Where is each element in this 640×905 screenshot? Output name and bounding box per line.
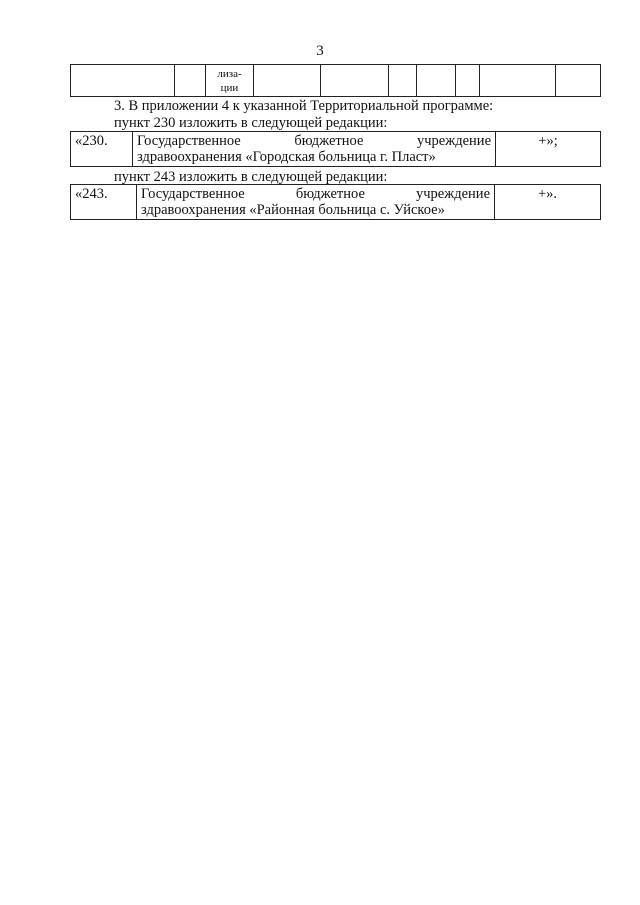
paragraph-item-230: пункт 230 изложить в следующей редакции: (114, 115, 388, 131)
table-cell (254, 65, 321, 97)
table-cell (456, 65, 480, 97)
table-item-230 (70, 131, 601, 167)
name-line-2: здравоохранения «Городская больница г. Пласт» (137, 149, 436, 165)
name-word: Государственное (137, 133, 241, 149)
name-word: бюджетное (295, 186, 365, 202)
participation-mark: +». (495, 185, 601, 220)
page-number: 3 (316, 43, 324, 59)
paragraph-item-243: пункт 243 изложить в следующей редакции: (114, 169, 388, 185)
table-row (71, 185, 601, 220)
table-cell (556, 65, 601, 97)
name-word: бюджетное (294, 133, 364, 149)
name-line-2: здравоохранения «Районная больница с. Уйское» (141, 202, 445, 218)
item-number: «243. (71, 185, 137, 220)
name-line-1 (141, 186, 490, 202)
table-item-243 (70, 184, 601, 220)
participation-mark: +»; (496, 132, 601, 167)
name-word: учреждение (415, 186, 490, 202)
cell-word-line2: ции (220, 82, 239, 94)
table-cell (321, 65, 389, 97)
paragraph-appendix-4: 3. В приложении 4 к указанной Территориальной программе: (114, 98, 494, 114)
table-cell (480, 65, 556, 97)
table-row (71, 132, 601, 167)
table-cell (417, 65, 456, 97)
table-cell (175, 65, 206, 97)
name-word: Государственное (141, 186, 245, 202)
name-line-1 (137, 133, 491, 149)
institution-name (137, 185, 495, 220)
table-row (71, 65, 601, 97)
table-cell-hospitalization (206, 65, 254, 97)
item-number: «230. (71, 132, 133, 167)
continued-table-fragment (70, 64, 601, 97)
name-word: учреждение (416, 133, 491, 149)
table-cell (71, 65, 175, 97)
cell-word-line1: лиза- (217, 68, 242, 80)
institution-name (133, 132, 496, 167)
table-cell (389, 65, 417, 97)
